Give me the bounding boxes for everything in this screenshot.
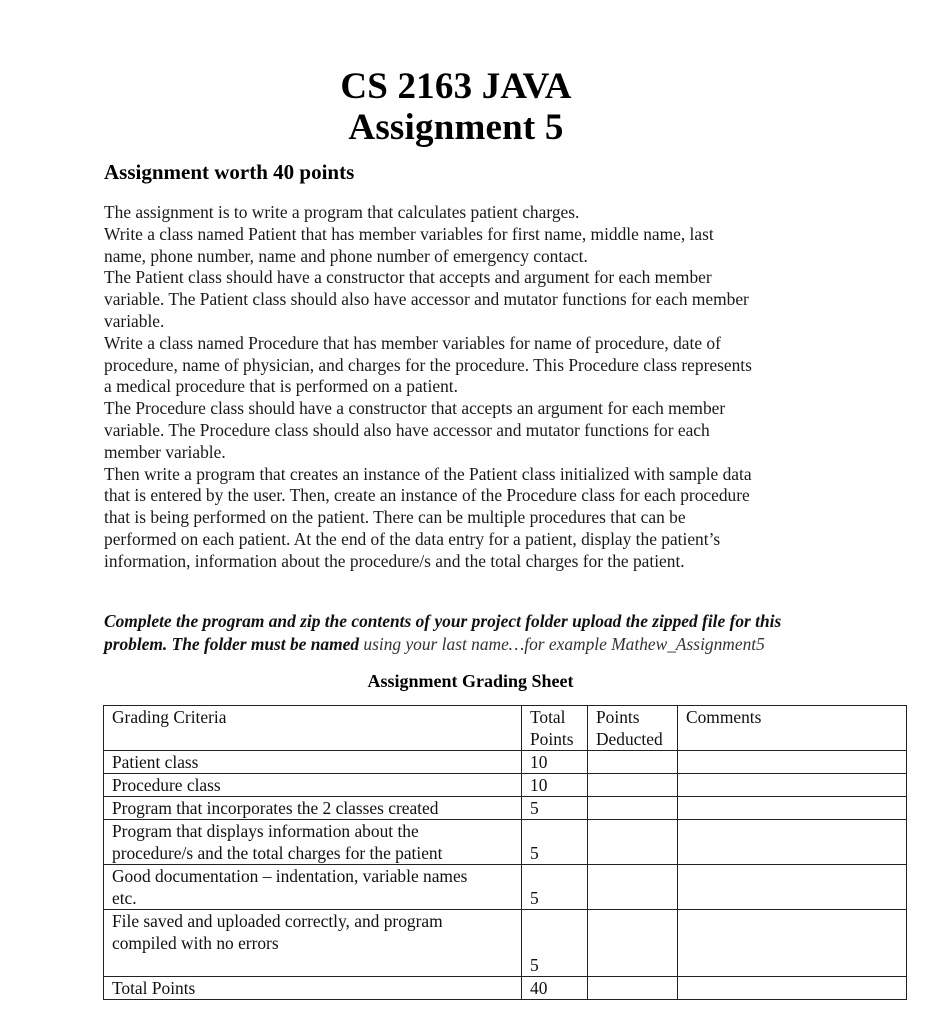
description-line: The Patient class should have a constructor that accepts and argument for each member <box>104 267 712 288</box>
description-line: Write a class named Patient that has member variables for first name, middle name, last <box>104 223 714 244</box>
description-line: Write a class named Procedure that has member variables for name of procedure, date of <box>104 332 721 353</box>
table-header-row <box>104 706 907 751</box>
description-line: The assignment is to write a program that calculates patient charges. <box>104 202 580 222</box>
comments-cell <box>678 751 907 774</box>
points-cell: 5 <box>522 865 588 910</box>
description-line: performed on each patient. At the end of the data entry for a patient, display the patient’s <box>104 528 721 549</box>
table-row <box>104 751 907 774</box>
criteria-line: Good documentation – indentation, variable names <box>112 866 468 886</box>
criteria-line: procedure/s and the total charges for the patient <box>112 843 443 863</box>
folder-name-example: using your last name…for example Mathew_Assignment5 <box>363 633 765 654</box>
table-row <box>104 865 907 910</box>
description-line: name, phone number, name and phone number of emergency contact. <box>104 245 588 266</box>
deducted-cell <box>588 865 678 910</box>
description-line: The Procedure class should have a constructor that accepts an argument for each member <box>104 398 726 419</box>
points-cell: 5 <box>522 797 588 820</box>
title-line-assignment: Assignment 5 <box>348 107 564 148</box>
header-points-line: Points <box>530 729 574 749</box>
deducted-cell <box>588 977 678 1000</box>
submission-instructions <box>104 610 864 655</box>
assignment-description <box>104 202 834 573</box>
deducted-cell <box>588 910 678 977</box>
criteria-cell: Program that incorporates the 2 classes created <box>104 797 522 820</box>
criteria-cell <box>104 820 522 865</box>
header-points-line: Points <box>596 707 640 727</box>
description-line: Then write a program that creates an instance of the Patient class initialized with sample data <box>104 463 752 484</box>
assignment-worth-heading: Assignment worth 40 points <box>104 160 355 184</box>
title-line-course: CS 2163 JAVA <box>340 66 572 107</box>
criteria-cell: Total Points <box>104 977 522 1000</box>
criteria-line: Program that displays information about the <box>112 821 419 841</box>
comments-cell <box>678 865 907 910</box>
description-line: variable. The Procedure class should also have accessor and mutator functions for each <box>104 419 710 440</box>
header-total-points <box>522 706 588 751</box>
comments-cell <box>678 820 907 865</box>
points-cell: 10 <box>522 774 588 797</box>
description-line: variable. The Patient class should also have accessor and mutator functions for each member <box>104 289 749 310</box>
criteria-line: compiled with no errors <box>112 933 279 953</box>
table-row <box>104 910 907 977</box>
points-cell: 40 <box>522 977 588 1000</box>
header-total-line: Total <box>530 707 566 727</box>
criteria-cell <box>104 910 522 977</box>
header-comments: Comments <box>678 706 907 751</box>
points-cell: 10 <box>522 751 588 774</box>
deducted-cell <box>588 751 678 774</box>
table-row-total <box>104 977 907 1000</box>
table-row <box>104 797 907 820</box>
comments-cell <box>678 910 907 977</box>
header-deducted-line: Deducted <box>596 729 663 749</box>
criteria-line: File saved and uploaded correctly, and program <box>112 911 443 931</box>
comments-cell <box>678 774 907 797</box>
description-line: member variable. <box>104 441 226 462</box>
instruction-text: problem. The folder must be named <box>104 633 364 654</box>
grading-table <box>103 705 907 1000</box>
comments-cell <box>678 797 907 820</box>
description-line: a medical procedure that is performed on a patient. <box>104 376 458 397</box>
comments-cell <box>678 977 907 1000</box>
instruction-line: Complete the program and zip the contents of your project folder upload the zipped file for this <box>104 611 782 631</box>
description-line: information, information about the procedure/s and the total charges for the patient. <box>104 550 685 571</box>
criteria-cell <box>104 865 522 910</box>
points-cell: 5 <box>522 820 588 865</box>
table-row <box>104 820 907 865</box>
grading-sheet-title: Assignment Grading Sheet <box>367 671 574 691</box>
deducted-cell <box>588 774 678 797</box>
deducted-cell <box>588 820 678 865</box>
deducted-cell <box>588 797 678 820</box>
description-line: that is entered by the user. Then, create an instance of the Procedure class for each procedure <box>104 485 750 506</box>
description-line: variable. <box>104 310 165 331</box>
description-line: procedure, name of physician, and charges for the procedure. This Procedure class represents <box>104 354 752 375</box>
points-cell: 5 <box>522 910 588 977</box>
header-points-deducted <box>588 706 678 751</box>
criteria-cell: Patient class <box>104 751 522 774</box>
description-line: that is being performed on the patient. There can be multiple procedures that can be <box>104 507 686 528</box>
criteria-line: etc. <box>112 888 137 908</box>
table-row <box>104 774 907 797</box>
document-title <box>0 66 912 148</box>
criteria-cell: Procedure class <box>104 774 522 797</box>
instruction-line <box>104 633 864 656</box>
header-grading-criteria: Grading Criteria <box>104 706 522 751</box>
